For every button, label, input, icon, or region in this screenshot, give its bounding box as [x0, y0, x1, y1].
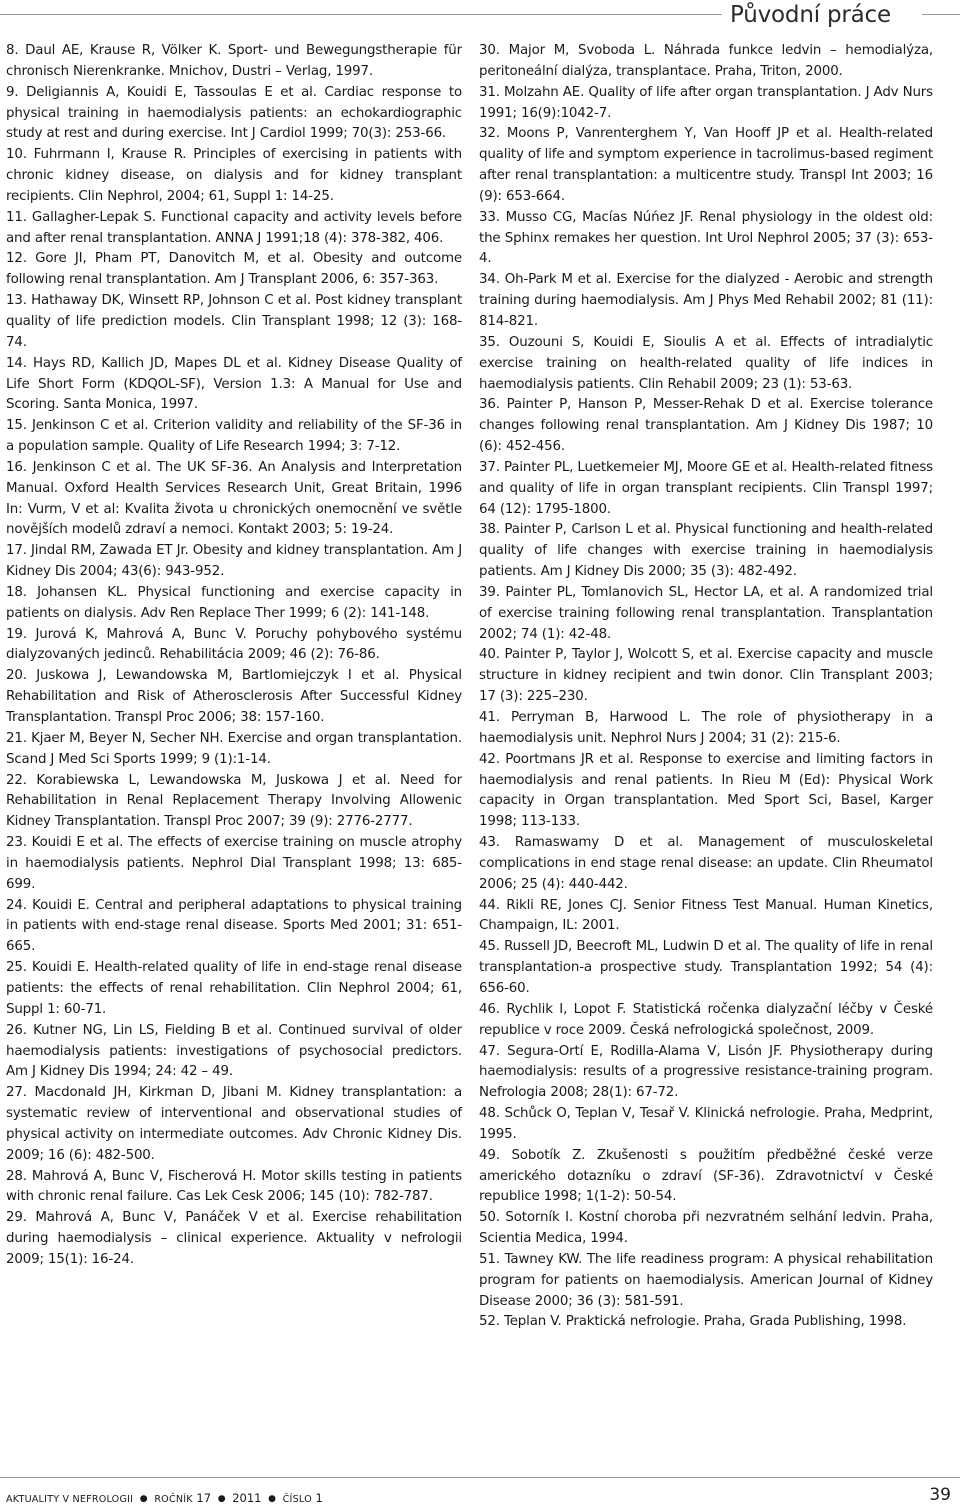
reference-item: 10. Fuhrmann I, Krause R. Principles of exercising in patients with chronic kidney disease, on dialysis and for kidney transplant recipients. Clin Nephrol, 2004; 61, Suppl 1: 14-25. [6, 147, 462, 204]
reference-item: 32. Moons P, Vanrenterghem Y, Van Hooff JP et al. Health-related quality of life and symptom experience in tacrolimus-based regiment after renal transplantation: a multicentre study. Transpl Int 2003; 16 (9): 653-664. [479, 126, 933, 204]
footer-journal-info [6, 1488, 323, 1508]
header-rule [0, 14, 722, 15]
reference-item: 37. Painter PL, Luetkemeier MJ, Moore GE et al. Health-related fitness and quality of life in organ transplant recipients. Clin Transpl 1997; 64 (12): 1795-1800. [479, 459, 933, 517]
reference-item: 13. Hathaway DK, Winsett RP, Johnson C et al. Post kidney transplant quality of life prediction models. Clin Transplant 1998; 12 (3): 168-74. [6, 293, 462, 350]
separator-dot: ● [217, 1494, 226, 1504]
reference-item: 23. Kouidi E et al. The effects of exercise training on muscle atrophy in haemodialysis patients. Nephrol Dial Transplant 1998; 13: 685-699. [6, 835, 462, 892]
issue-number: 1 [315, 1491, 323, 1505]
reference-item: 34. Oh-Park M et al. Exercise for the dialyzed - Aerobic and strength training during haemodialysis. Am J Phys Med Rehabil 2002; 81 (11): 814-821. [479, 272, 933, 329]
reference-item: 12. Gore JI, Pham PT, Danovitch M, et al. Obesity and outcome following renal transplantation. Am J Transplant 2006, 6: 357-363. [6, 251, 462, 288]
reference-item: 48. Schůck O, Teplan V, Tesař V. Klinická nefrologie. Praha, Medprint, 1995. [479, 1106, 933, 1142]
volume-number: 17 [196, 1491, 212, 1505]
reference-item: 22. Korabiewska L, Lewandowska M, Juskowa J et al. Need for Rehabilitation in Renal Replacement Therapy Involving Allowenic Kidney Transplantation. Transpl Proc 2007; 39 (9): 2776-2777. [6, 772, 462, 830]
reference-item: 46. Rychlik I, Lopot F. Statistická ročenka dialyzační léčby v České republice v roce 2009. Česká nefrologická společnost, 2009. [479, 1001, 933, 1038]
reference-item: 30. Major M, Svoboda L. Náhrada funkce ledvin – hemodialýza, peritoneální dialýza, transplantace. Praha, Triton, 2000. [479, 43, 933, 79]
year: 2011 [232, 1491, 262, 1505]
reference-item: 49. Sobotík Z. Zkušenosti s použitím předběžné české verze amerického dotazníku o zdraví (SF-36). Zdravotnictví v České republice 1998; 1(1-2): 50-54. [479, 1147, 933, 1205]
reference-item: 11. Gallagher-Lepak S. Functional capacity and activity levels before and after renal transplantation. ANNA J 1991;18 (4): 378-382, 406. [6, 209, 462, 246]
separator-dot: ● [268, 1494, 276, 1504]
reference-item: 8. Daul AE, Krause R, Völker K. Sport- und Bewegungstherapie für chronisch Nierenkranke. Mnichov, Dustri – Verlag, 1997. [6, 43, 462, 79]
reference-item: 40. Painter P, Taylor J, Wolcott S, et al. Exercise capacity and muscle structure in kidney recipient and twin donor. Clin Transplant 2003; 17 (3): 225–230. [479, 647, 933, 705]
reference-item: 44. Rikli RE, Jones CJ. Senior Fitness Test Manual. Human Kinetics, Champaign, IL: 2001. [479, 897, 933, 934]
reference-item: 52. Teplan V. Praktická nefrologie. Praha, Grada Publishing, 1998. [479, 1314, 907, 1330]
reference-item: 51. Tawney KW. The life readiness program: A physical rehabilitation program for patients on haemodialysis. American Journal of Kidney Disease 2000; 36 (3): 581-591. [479, 1251, 933, 1309]
reference-item: 28. Mahrová A, Bunc V, Fischerová H. Motor skills testing in patients with chronic renal failure. Cas Lek Cesk 2006; 145 (10): 782-787. [6, 1168, 462, 1205]
reference-item: 26. Kutner NG, Lin LS, Fielding B et al. Continued survival of older haemodialysis patients: investigations of psychosocial predictors. Am J Kidney Dis 1994; 24: 42 – 49. [6, 1022, 462, 1080]
reference-item: 19. Jurová K, Mahrová A, Bunc V. Poruchy pohybového systému dialyzovaných jedinců. Rehabilitácia 2009; 46 (2): 76-86. [6, 626, 462, 663]
reference-item: 36. Painter P, Hanson P, Messer-Rehak D et al. Exercise tolerance changes following renal transplantation. Am J Kidney Dis 1987; 10 (6): 452-456. [479, 397, 933, 455]
volume-label: ROČNÍK [154, 1494, 193, 1505]
journal-name: AKTUALITY V NEFROLOGII [6, 1494, 134, 1505]
reference-item: 47. Segura-Ortí E, Rodilla-Alama V, Lisón JF. Physiotherapy during haemodialysis: results of a progressive resistance-training program. Nefrologia 2008; 28(1): 67-72. [479, 1043, 933, 1101]
reference-item: 45. Russell JD, Beecroft ML, Ludwin D et al. The quality of life in renal transplantation-a prospective study. Transplantation 1992; 54 (4): 656-60. [479, 939, 933, 996]
reference-item: 38. Painter P, Carlson L et al. Physical functioning and health-related quality of life changes with exercise training in haemodialysis patients. Am J Kidney Dis 2000; 35 (3): 482-492. [479, 522, 933, 580]
reference-item: 33. Musso CG, Macías Núńez JF. Renal physiology in the oldest old: the Sphinx remakes her question. Int Urol Nephrol 2005; 37 (3): 653-4. [479, 209, 933, 267]
reference-item: 41. Perryman B, Harwood L. The role of physiotherapy in a haemodialysis unit. Nephrol Nurs J 2004; 31 (2): 215-6. [479, 710, 933, 746]
reference-item: 17. Jindal RM, Zawada ET Jr. Obesity and kidney transplantation. Am J Kidney Dis 2004; 43(6): 943-952. [6, 543, 462, 580]
header-rule-right [922, 14, 960, 15]
reference-item: 9. Deligiannis A, Kouidi E, Tassoulas E et al. Cardiac response to physical training in haemodialysis patients: an echokardiographic study at rest and during exercise. Int J Cardiol 1999; 70(3): 253-66. [6, 84, 462, 142]
reference-item: 21. Kjaer M, Beyer N, Secher NH. Exercise and organ transplantation. Scand J Med Sci Sports 1999; 9 (1):1-14. [6, 730, 462, 767]
reference-item: 15. Jenkinson C et al. Criterion validity and reliability of the SF-36 in a population sample. Quality of Life Research 1994; 3: 7-12. [6, 418, 462, 455]
reference-item: 31. Molzahn AE. Quality of life after organ transplantation. J Adv Nurs 1991; 16(9):1042-7. [479, 84, 933, 121]
references-column-left [6, 41, 462, 1271]
section-title: Původní práce [730, 2, 891, 28]
footer-rule [0, 1477, 960, 1478]
reference-item: 39. Painter PL, Tomlanovich SL, Hector LA, et al. A randomized trial of exercise training following renal transplantation. Transplantation 2002; 74 (1): 42-48. [479, 584, 933, 642]
separator-dot: ● [139, 1494, 148, 1504]
reference-item: 14. Hays RD, Kallich JD, Mapes DL et al. Kidney Disease Quality of Life Short Form (KDQOL-SF), Version 1.3: A Manual for Use and Scoring. Santa Monica, 1997. [6, 355, 462, 413]
issue-label: ČÍSLO [282, 1494, 312, 1505]
reference-item: 42. Poortmans JR et al. Response to exercise and limiting factors in haemodialysis and renal patients. In Rieu M (Ed): Physical Work capacity in Organ transplantation. Med Sport Sci, Basel, Karger 1998; 113-133. [479, 751, 933, 830]
page-number: 39 [929, 1485, 951, 1505]
reference-item: 16. Jenkinson C et al. The UK SF-36. An Analysis and Interpretation Manual. Oxford Health Services Research Unit, Great Britain, 1996 In: Vurm, V et al: Kvalita života u chronických onemocnění ve světle novějších modelů zdraví a nemoci. Kontakt 2003; 5: 19-24. [6, 459, 462, 538]
reference-item: 20. Juskowa J, Lewandowska M, Bartlomiejczyk I et al. Physical Rehabilitation and Risk of Atherosclerosis After Successful Kidney Transplantation. Transpl Proc 2006; 38: 157-160. [6, 668, 462, 725]
reference-item: 18. Johansen KL. Physical functioning and exercise capacity in patients on dialysis. Adv Ren Replace Ther 1999; 6 (2): 141-148. [6, 584, 462, 621]
reference-item: 43. Ramaswamy D et al. Management of musculoskeletal complications in end stage renal disease: an update. Clin Rheumatol 2006; 25 (4): 440-442. [479, 835, 933, 892]
reference-item: 25. Kouidi E. Health-related quality of life in end-stage renal disease patients: the effects of renal rehabilitation. Clin Nephrol 2004; 61, Suppl 1: 60-71. [6, 960, 462, 1017]
reference-item: 50. Sotorník I. Kostní choroba při nezvratném selhání ledvin. Praha, Scientia Medica, 1994. [479, 1210, 933, 1247]
reference-item: 29. Mahrová A, Bunc V, Panáček V et al. Exercise rehabilitation during haemodialysis – clinical experience. Aktuality v nefrologii 2009; 15(1): 16-24. [6, 1210, 462, 1267]
reference-item: 35. Ouzouni S, Kouidi E, Sioulis A et al. Effects of intradialytic exercise training on health-related quality of life indices in haemodialysis patients. Clin Rehabil 2009; 23 (1): 53-63. [479, 334, 933, 392]
reference-item: 24. Kouidi E. Central and peripheral adaptations to physical training in patients with end-stage renal disease. Sports Med 2001; 31: 651-665. [6, 897, 462, 955]
references-column-right [479, 41, 933, 1333]
reference-item: 27. Macdonald JH, Kirkman D, Jibani M. Kidney transplantation: a systematic review of interventional and observational studies of physical activity on intermediate outcomes. Adv Chronic Kidney Dis. 2009; 16 (6): 482-500. [6, 1085, 462, 1163]
